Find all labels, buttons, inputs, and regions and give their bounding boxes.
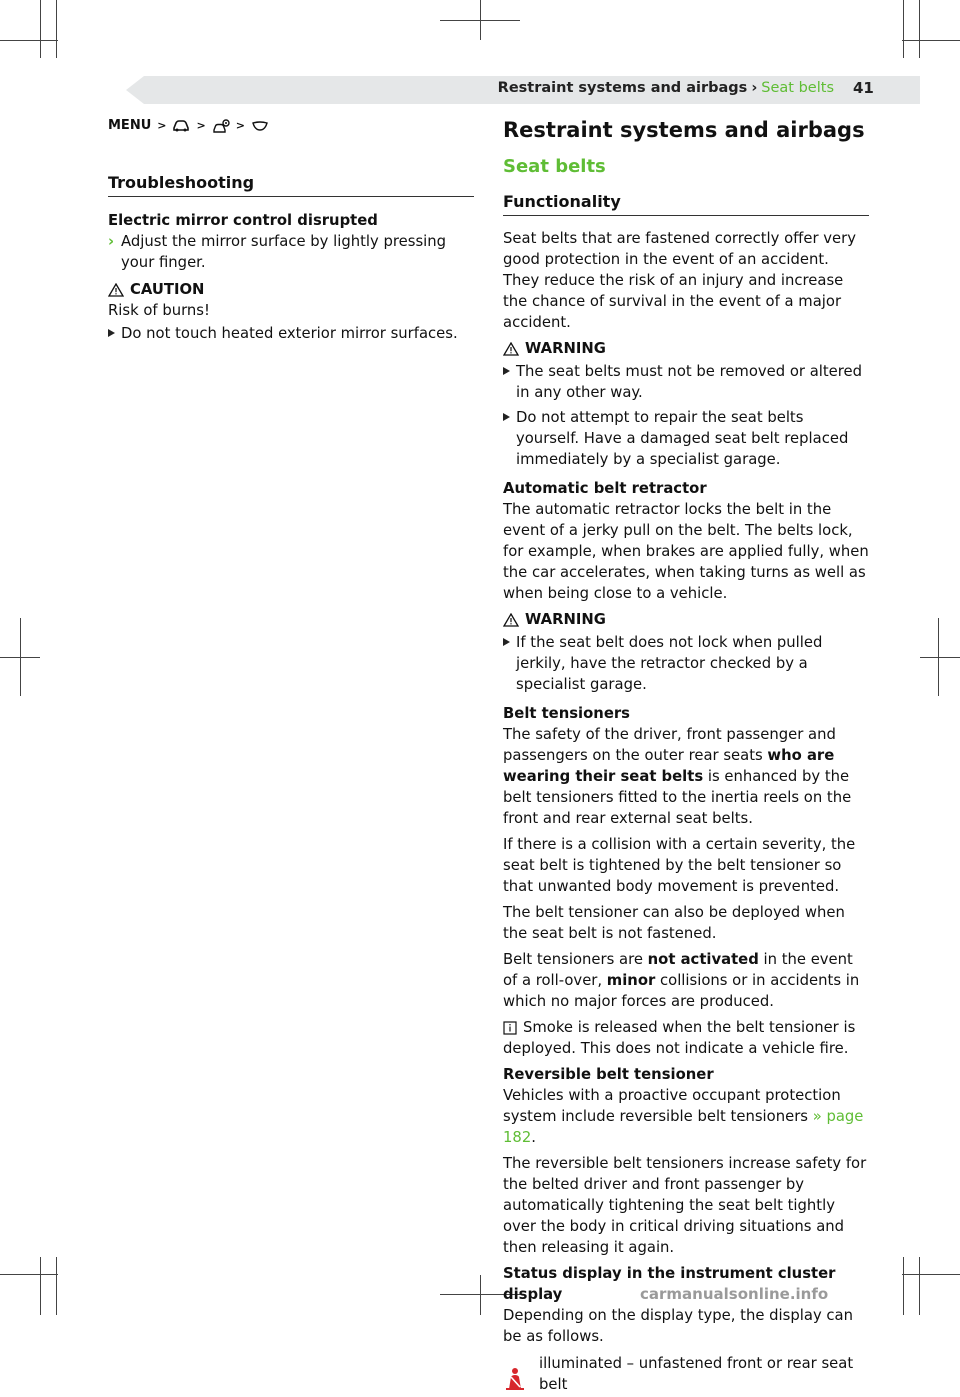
warning-triangle-icon: [108, 283, 124, 297]
reversible-title: Reversible belt tensioner: [503, 1066, 714, 1083]
reversible-paragraph-1: Vehicles with a proactive occupant protection system include reversible belt tensioners » page 182.: [503, 1087, 864, 1146]
info-note: Smoke is released when the belt tensioner is deployed. This does not indicate a vehicle fire.: [503, 1019, 856, 1057]
warning-heading: [503, 609, 869, 630]
seatbelt-warning-icon: [503, 1353, 527, 1397]
warning-triangle-icon: [503, 613, 519, 627]
tensioners-paragraph-4: Belt tensioners are not activated in the event of a roll-over, minor collisions or in accidents in which no major forces are produced.: [503, 951, 860, 1010]
breadcrumb: [498, 80, 834, 96]
page-reference-link[interactable]: » page 182: [503, 1108, 864, 1146]
intro-paragraph: Seat belts that are fastened correctly offer very good protection in the event of an accident. They reduce the risk of an injury and increase the chance of survival in the event of a major accident.: [503, 230, 856, 331]
warning-label: WARNING: [525, 611, 606, 628]
problem-title: Electric mirror control disrupted: [108, 212, 378, 229]
retractor-title: Automatic belt retractor: [503, 480, 707, 497]
car-icon: [172, 120, 190, 132]
warning-heading: [503, 338, 869, 359]
retractor-text: The automatic retractor locks the belt in the event of a jerky pull on the belt. The belts lock, for example, when brakes are applied fully, when the car accelerates, when taking turns as well as when being close to a vehicle.: [503, 501, 869, 602]
status-text: Depending on the display type, the display can be as follows.: [503, 1307, 853, 1345]
tensioners-paragraph-3: The belt tensioner can also be deployed when the seat belt is not fastened.: [503, 904, 845, 942]
chapter-title: Restraint systems and airbags: [503, 118, 865, 142]
chevron-right-icon: ›: [108, 233, 115, 250]
status-item-text: illuminated – unfastened front or rear seat belt: [539, 1355, 854, 1393]
tensioners-paragraph-2: If there is a collision with a certain severity, the seat belt is tightened by the belt tensioner so that unwanted body movement is prevented.: [503, 836, 856, 895]
status-item: [503, 1353, 869, 1397]
car-settings-icon: [212, 119, 230, 133]
subchapter-title: Seat belts: [503, 156, 606, 177]
warning-item: Do not attempt to repair the seat belts yourself. Have a damaged seat belt replaced immediately by a specialist garage.: [503, 407, 869, 470]
nav-separator: >: [196, 119, 206, 132]
warning-triangle-icon: [503, 342, 519, 356]
reversible-paragraph-2: The reversible belt tensioners increase safety for the belted driver and front passenger by automatically tightening the seat belt tightly over the body in critical driving situations and then releasing it again.: [503, 1155, 867, 1256]
warning-item: If the seat belt does not lock when pulled jerkily, have the retractor checked by a specialist garage.: [503, 632, 869, 695]
menu-nav-path: [108, 118, 269, 133]
left-column: [108, 172, 474, 348]
tensioners-title: Belt tensioners: [503, 705, 630, 722]
breadcrumb-separator: ›: [751, 80, 758, 96]
breadcrumb-chapter: Restraint systems and airbags: [497, 80, 748, 96]
nav-separator: >: [157, 119, 167, 132]
status-title: Status display in the instrument cluster display: [503, 1265, 836, 1303]
fix-text: Adjust the mirror surface by lightly pressing your finger.: [121, 233, 447, 271]
fix-item: [108, 231, 474, 273]
tensioners-paragraph-1: The safety of the driver, front passenger and passengers on the outer rear seats who are wearing their seat belts is enhanced by the belt tensioners fitted to the inertia reels on the front and rear external seat belts.: [503, 726, 852, 827]
info-icon: [503, 1021, 517, 1035]
warning-item: The seat belts must not be removed or altered in any other way.: [503, 361, 869, 403]
right-column: [503, 191, 869, 1397]
warning-label: WARNING: [525, 340, 606, 357]
nav-separator: >: [235, 119, 245, 132]
breadcrumb-current: Seat belts: [761, 80, 834, 96]
menu-label: MENU: [108, 118, 152, 133]
section-title: Troubleshooting: [108, 172, 474, 197]
watermark: carmanualsonline.info: [640, 1285, 829, 1303]
mirror-icon: [251, 120, 269, 132]
caution-label: CAUTION: [130, 281, 205, 298]
caution-heading: [108, 279, 474, 300]
page-number: 41: [853, 79, 874, 97]
section-title-functionality: Functionality: [503, 191, 869, 216]
caution-item: Do not touch heated exterior mirror surfaces.: [108, 323, 474, 344]
caution-lead: Risk of burns!: [108, 302, 210, 319]
